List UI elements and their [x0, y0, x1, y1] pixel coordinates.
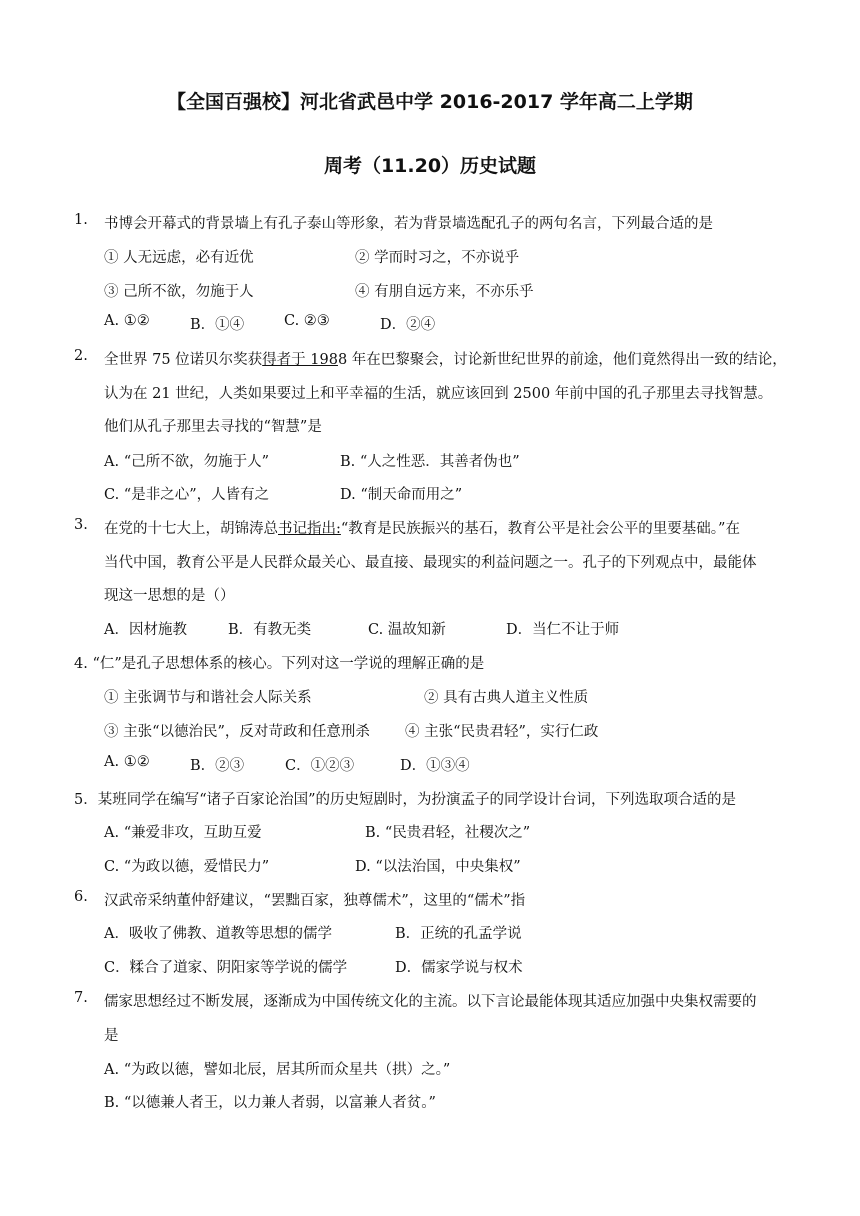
option-a: A. ①②: [104, 313, 150, 329]
option-a: A. “己所不欲，勿施于人”: [104, 454, 270, 470]
stem-text: 8 年在巴黎聚会，讨论新世纪世界的前途，他们竟然得出一致的结论，: [337, 352, 787, 368]
statement-2: ② 学而时习之，不亦说乎: [355, 250, 520, 266]
option-d: D. “制天命而用之”: [340, 487, 463, 503]
question-number: 1.: [74, 212, 88, 228]
question-stem: 汉武帝采纳董仲舒建议，“罢黜百家，独尊儒术”，这里的“儒术”指: [104, 893, 526, 909]
option-c: C．糅合了道家、阴阳家等学说的儒学: [104, 960, 348, 976]
option-d: D. “以法治国，中央集权”: [355, 859, 521, 875]
question-stem-line-2: 认为在 21 世纪，人类如果要过上和平幸福的生活，就应该回到 2500 年前中国的孔子那里去寻找智慧。: [104, 386, 773, 402]
question-number: 2.: [74, 348, 88, 364]
option-c: C．①②③: [285, 758, 355, 774]
question-stem-line-2: 当代中国，教育公平是人民群众最关心、最直接、最现实的利益问题之一。孔子的下列观点中，最能体: [104, 555, 757, 571]
option-c: C. “是非之心”，人皆有之: [104, 487, 270, 503]
question-stem-line-1: [104, 517, 740, 538]
option-a: A．因材施教: [104, 622, 187, 638]
option-b: B. “以德兼人者王，以力兼人者弱，以富兼人者贫。”: [104, 1095, 436, 1111]
option-d: D．儒家学说与权术: [395, 960, 523, 976]
option-c: C. ②③: [284, 313, 330, 329]
question-stem-line-2: 是: [104, 1028, 119, 1044]
statement-3: ③ 己所不欲，勿施于人: [104, 284, 254, 300]
stem-text: 全世界 75 位诺贝尔奖获: [104, 352, 263, 368]
question-number: 7.: [74, 990, 88, 1006]
option-d: D．当仁不让于师: [506, 622, 620, 638]
statement-4: ④ 有朋自远方来，不亦乐乎: [355, 284, 534, 300]
option-b: B. “人之性恶．其善者伪也”: [340, 454, 520, 470]
option-a: A．吸收了佛教、道教等思想的儒学: [104, 926, 332, 942]
option-a: A. ①②: [104, 754, 150, 770]
option-d: D．②④: [380, 317, 436, 333]
statement-4: ④ 主张“民贵君轻”，实行仁政: [405, 724, 599, 740]
statement-1: ① 人无远虑，必有近优: [104, 250, 254, 266]
option-d: D．①③④: [400, 758, 470, 774]
page-title: 【全国百强校】河北省武邑中学 2016-2017 学年高二上学期: [167, 91, 693, 113]
underlined-text: 得者于 198: [262, 352, 338, 368]
statement-3: ③ 主张“以德治民”，反对苛政和任意刑杀: [104, 724, 370, 740]
option-a: A. “为政以德，譬如北辰，居其所而众星共（拱）之。”: [104, 1062, 451, 1078]
question-number: 6.: [74, 889, 88, 905]
stem-text: 在党的十七大上，胡锦涛总: [104, 521, 278, 537]
question-number: 3.: [74, 517, 88, 533]
question-stem: 书博会开幕式的背景墙上有孔子泰山等形象，若为背景墙选配孔子的两句名言，下列最合适的是: [104, 216, 713, 232]
option-b: B．有教无类: [228, 622, 312, 638]
option-c: C. “为政以德，爱惜民力”: [104, 859, 270, 875]
question-stem: 5．某班同学在编写“诸子百家论治国”的历史短剧时，为扮演孟子的同学设计台词，下列选取项合适的是: [74, 792, 737, 808]
option-b: B．①④: [190, 317, 245, 333]
option-c: C. 温故知新: [368, 622, 446, 638]
question-stem-line-3: 现这一思想的是（）: [104, 588, 235, 604]
stem-text: “教育是民族振兴的基石，教育公平是社会公平的里要基础。”在: [340, 521, 740, 537]
statement-1: ① 主张调节与和谐社会人际关系: [104, 690, 312, 706]
question-stem: 4. “仁”是孔子思想体系的核心。下列对这一学说的理解正确的是: [74, 656, 485, 672]
option-a: A. “兼爱非攻，互助互爱: [104, 825, 262, 841]
question-stem-line-1: 儒家思想经过不断发展，逐渐成为中国传统文化的主流。以下言论最能体现其适应加强中央集权需要的: [104, 994, 757, 1010]
option-b: B．正统的孔孟学说: [395, 926, 522, 942]
page-subtitle: 周考（11.20）历史试题: [323, 155, 537, 177]
option-b: B．②③: [190, 758, 245, 774]
question-stem-line-1: [104, 348, 787, 369]
statement-2: ② 具有古典人道主义性质: [424, 690, 589, 706]
question-stem-line-3: 他们从孔子那里去寻找的“智慧”是: [104, 419, 322, 435]
option-b: B. “民贵君轻，社稷次之”: [365, 825, 531, 841]
underlined-text: 书记指出:: [278, 521, 341, 537]
